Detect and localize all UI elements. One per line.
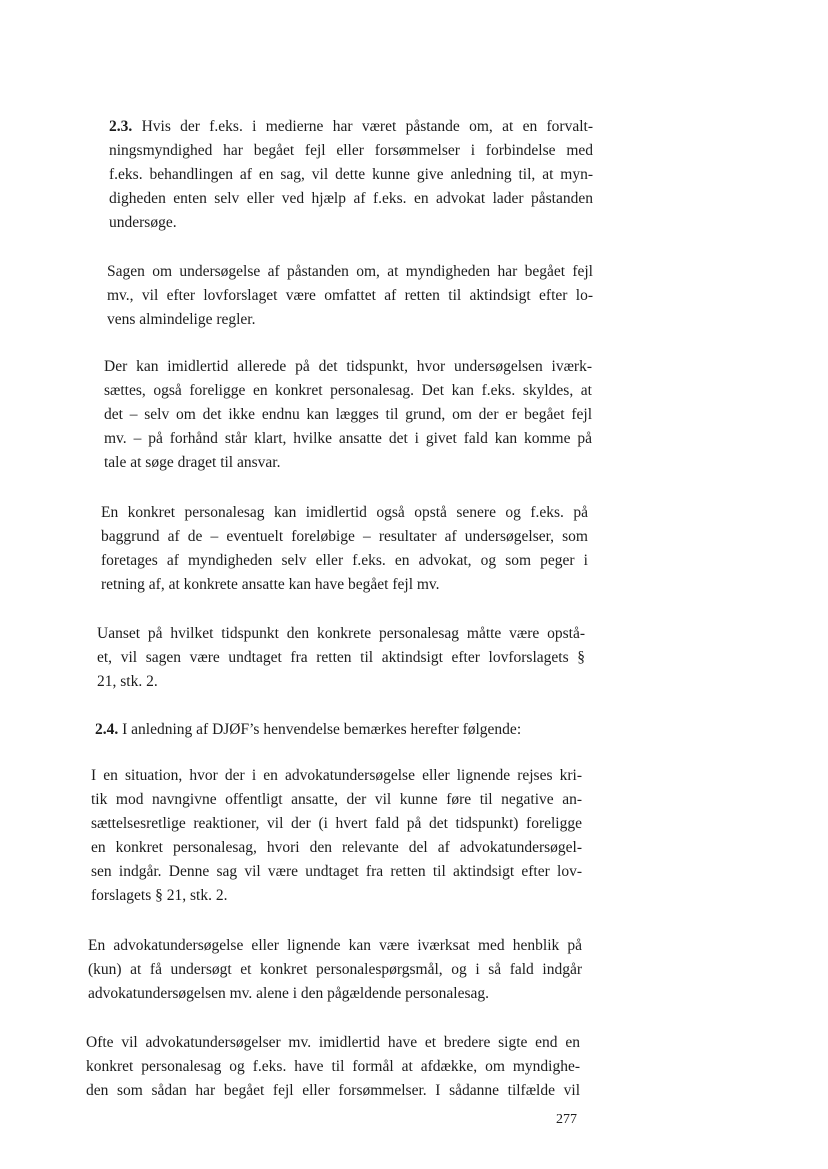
paragraph-line: I anledning af DJØF’s henvendelse bemærkes herefter følgende: [122,721,522,738]
section-number: 2.4. [95,721,119,738]
paragraph-2-3 [109,115,593,235]
paragraph-line: (kun) at få undersøgt et konkret personalespørgsmål, og i så fald indgår [88,961,582,978]
paragraph-line: konkret personalesag og f.eks. have til formål at afdække, om myndighe- [86,1058,580,1075]
paragraph [86,1031,580,1103]
paragraph-line: Der kan imidlertid allerede på det tidspunkt, hvor undersøgelsen iværk- [104,358,592,375]
paragraph-line: baggrund af de – eventuelt foreløbige – resultater af undersøgelser, som [101,528,588,545]
paragraph-line: en konkret personalesag, hvori den relevante del af advokatundersøgel- [91,839,582,856]
paragraph-line: digheden enten selv eller ved hjælp af f.eks. en advokat lader påstanden [109,190,593,207]
paragraph-line: Uanset på hvilket tidspunkt den konkrete personalesag måtte være opstå- [97,625,585,642]
paragraph-line: Hvis der f.eks. i medierne har været påstande om, at en forvalt- [141,118,594,135]
paragraph-line: I en situation, hvor der i en advokatundersøgelse eller lignende rejses kri- [91,767,582,784]
paragraph-line: En konkret personalesag kan imidlertid også opstå senere og f.eks. på [101,504,588,521]
paragraph-2-4 [95,718,585,742]
paragraph-line: sættelsesretlige reaktioner, vil der (i hvert fald på det tidspunkt) foreligge [91,815,582,832]
paragraph-line: forslagets § 21, stk. 2. [91,887,228,904]
paragraph-line: Sagen om undersøgelse af påstanden om, at myndigheden har begået fejl [107,263,593,280]
paragraph-line: foretages af myndigheden selv eller f.eks. en advokat, og som peger i [101,552,588,569]
paragraph-line: tale at søge draget til ansvar. [104,454,281,471]
paragraph-line: vens almindelige regler. [107,311,256,328]
paragraph-line: Ofte vil advokatundersøgelser mv. imidlertid have et bredere sigte end en [86,1034,580,1051]
paragraph-line: sen indgår. Denne sag vil være undtaget fra retten til aktindsigt efter lov- [91,863,582,880]
page-number: 277 [556,1112,577,1127]
paragraph [97,622,585,694]
paragraph-line: den som sådan har begået fejl eller forsømmelser. I sådanne tilfælde vil [86,1082,580,1099]
paragraph-line: ningsmyndighed har begået fejl eller forsømmelser i forbindelse med [109,142,593,159]
paragraph [101,501,588,597]
paragraph-line: det – selv om det ikke endnu kan lægges til grund, om der er begået fejl [104,406,592,423]
paragraph-line: et, vil sagen være undtaget fra retten til aktindsigt efter lovforslagets § [97,649,585,666]
paragraph-line: mv. – på forhånd står klart, hvilke ansatte det i givet fald kan komme på [104,430,592,447]
paragraph-line: advokatundersøgelsen mv. alene i den pågældende personalesag. [88,985,490,1002]
paragraph [104,355,592,475]
paragraph-line: undersøge. [109,214,177,231]
paragraph [91,764,582,908]
paragraph-line: mv., vil efter lovforslaget være omfattet af retten til aktindsigt efter lo- [107,287,593,304]
paragraph-line: En advokatundersøgelse eller lignende kan være iværksat med henblik på [88,937,582,954]
section-number: 2.3. [109,118,133,135]
paragraph [88,934,582,1006]
paragraph-line: tik mod navngivne offentligt ansatte, der vil kunne føre til negative an- [91,791,582,808]
paragraph-line: f.eks. behandlingen af en sag, vil dette kunne give anledning til, at myn- [109,166,593,183]
paragraph-line: sættes, også foreligge en konkret personalesag. Det kan f.eks. skyldes, at [104,382,592,399]
paragraph-line: retning af, at konkrete ansatte kan have begået fejl mv. [101,576,440,593]
paragraph [107,260,593,332]
paragraph-line: 21, stk. 2. [97,673,158,690]
